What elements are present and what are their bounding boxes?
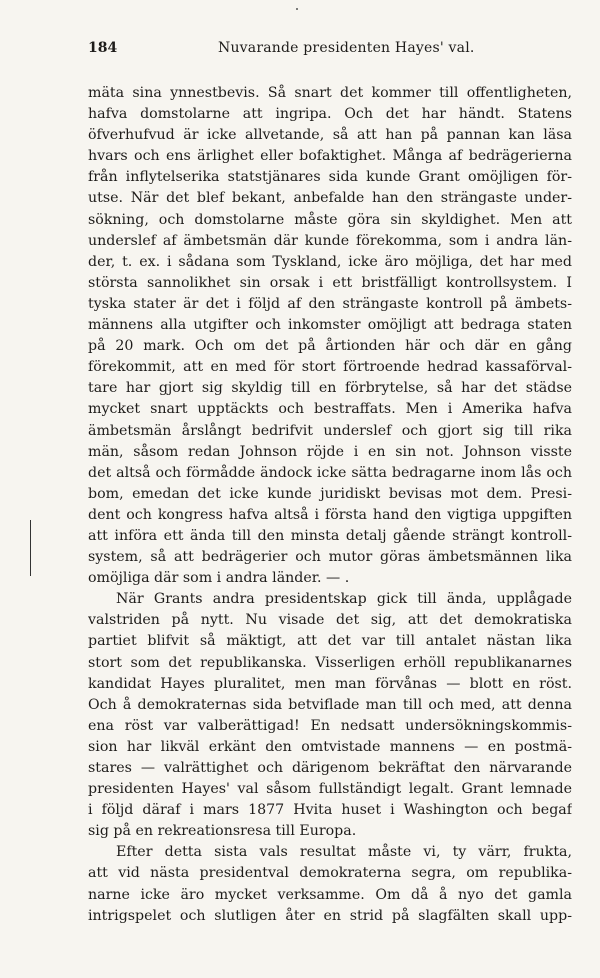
text-line: tare har gjort sig skyldig till en förbrytelse, så har det städse [88, 380, 572, 397]
text-line: förekommit, att en med för stort förtroende hedrad kassaförval- [88, 359, 572, 376]
text-line: sion har likväl erkänt den omtvistade mannens — en postmä- [88, 738, 572, 755]
text-line: det altså och förmådde ändock icke sätta bedragarne inom lås och [88, 464, 572, 481]
page-number: 184 [88, 40, 118, 56]
text-line: der, t. ex. i sådana som Tyskland, icke äro möjliga, det har med [88, 253, 572, 270]
text-line: Efter detta sista vals resultat måste vi, ty värr, frukta, [116, 844, 572, 861]
paragraph [88, 83, 572, 589]
text-line: stort som det republikanska. Visserligen erhöll republikanarnes [88, 654, 572, 671]
text-line: mäta sina ynnestbevis. Så snart det kommer till offentligheten, [88, 85, 572, 101]
print-speck [296, 8, 298, 10]
text-line: tyska stater är det i följd af den strängaste kontroll på ämbets- [88, 295, 572, 312]
text-line: Och å demokraternas sida betviflade man till och med, att denna [88, 696, 572, 713]
text-line: När Grants andra presidentskap gick till ända, upplågade [116, 591, 572, 608]
text-line: hvars och ens ärlighet eller bofaktighet. Många af bedrägerierna [88, 148, 572, 165]
text-line: utse. När det blef bekant, anbefalde han den strängaste under- [88, 190, 572, 207]
text-line: män, såsom redan Johnson röjde i en sin not. Johnson visste [88, 443, 572, 460]
text-line: valstriden på nytt. Nu visade det sig, att det demokratiska [88, 612, 572, 629]
text-line: att vid nästa presidentval demokraterna segra, om republika- [88, 865, 572, 882]
text-line: bom, emedan det icke kunde juridiskt bevisas mot dem. Presi- [88, 485, 572, 502]
text-line: dent och kongress hafva altså i första hand den vigtiga uppgiften [88, 506, 572, 523]
text-line: från inflytelserika statstjänares sida kunde Grant omöjligen för- [88, 169, 572, 186]
text-line: narne icke äro mycket verksamme. Om då å nyo det gamla [88, 886, 572, 903]
text-line: öfverhufvud är icke allvetande, så att han på pannan kan läsa [88, 127, 572, 144]
text-line: största sannolikhet sin orsak i ett bristfälligt kontrollsystem. I [88, 274, 572, 291]
text-line: hafva domstolarne att ingripa. Och det har händt. Statens [88, 106, 572, 123]
text-line: mycket snart upptäckts och bestraffats. Men i Amerika hafva [88, 401, 572, 418]
text-line: stares — valrättighet och därigenom bekräftat den närvarande [88, 760, 572, 776]
paragraph [88, 589, 572, 842]
margin-rule [30, 520, 31, 576]
page-header [88, 40, 572, 64]
text-line: omöjliga där som i andra länder. — . [88, 570, 350, 587]
text-line: presidenten Hayes' val såsom fullständigt legalt. Grant lemnade [88, 781, 572, 798]
text-line: intrigspelet och slutligen åter en strid på slagfälten skall upp- [88, 907, 572, 924]
text-line: i följd däraf i mars 1877 Hvita huset i Washington och begaf [88, 802, 572, 819]
text-line: ämbetsmän årslångt bedrifvit underslef och gjort sig till rika [88, 422, 572, 439]
text-line: system, så att bedrägerier och mutor göras ämbetsmännen lika [88, 549, 572, 566]
text-line: kandidat Hayes pluralitet, men man förvånas — blott en röst. [88, 675, 572, 692]
text-line: ena röst var valberättigad! En nedsatt undersökningskommis- [88, 717, 572, 734]
text-line: på 20 mark. Och om det på årtionden här och där en gång [88, 338, 572, 355]
text-line: männens alla utgifter och inkomster omöjligt att bedraga staten [88, 317, 572, 334]
text-line: sig på en rekreationsresa till Europa. [88, 823, 357, 840]
text-line: underslef af ämbetsmän där kunde förekomma, som i andra län- [88, 232, 572, 249]
text-line: partiet blifvit så mäktigt, att det var till antalet nästan lika [88, 633, 572, 650]
text-line: sökning, och domstolarne måste göra sin skyldighet. Men att [88, 211, 572, 228]
text-line: att införa ett ända till den minsta detalj gående strängt kontroll- [88, 527, 572, 544]
paragraph [88, 842, 572, 926]
body-text [88, 83, 572, 927]
running-head: Nuvarande presidenten Hayes' val. [218, 40, 475, 56]
